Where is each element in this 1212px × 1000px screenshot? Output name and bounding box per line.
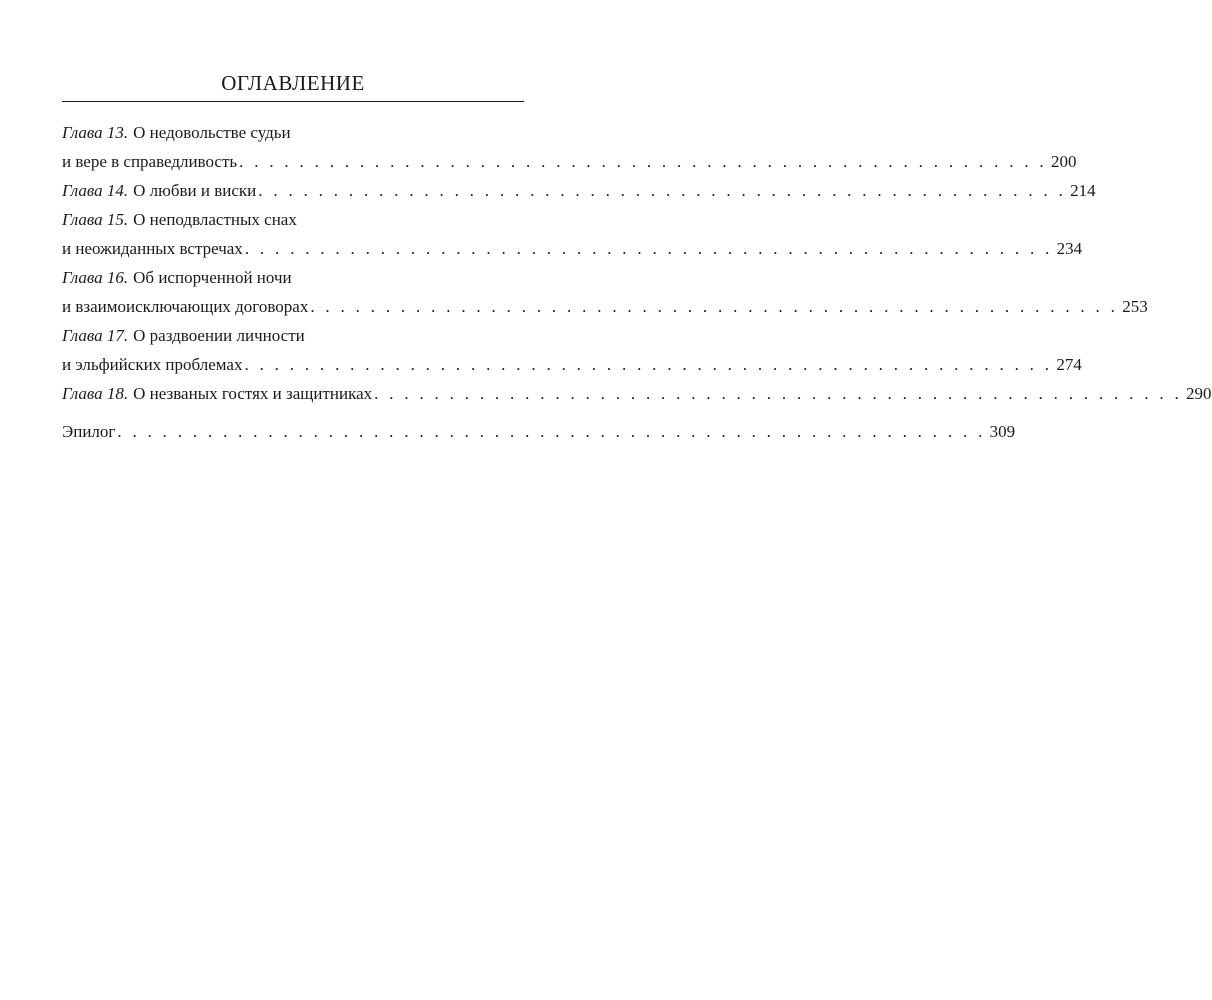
toc-entry-last-line [62,350,1082,379]
chapter-title-continued: и вере в справедливость [62,152,238,171]
chapter-title: О раздвоении личности [133,326,305,345]
toc-entry-first-line [62,263,524,292]
toc-entry-last-line [62,292,1148,321]
chapter-label: Глава 17. [62,326,129,345]
page-number: 200 [1050,152,1077,171]
toc-entry-first-line [62,205,524,234]
chapter-title: О незваных гостях и защитниках [133,384,373,403]
toc-entry-chapter-18[interactable] [62,379,1212,408]
toc-entry-last-line [62,234,1083,263]
chapter-label: Глава 18. [62,384,129,403]
toc-entry-last-line [62,147,1077,176]
page-number: 309 [989,422,1016,441]
toc-entry-first-line [62,321,524,350]
page-number: 290 [1186,384,1212,403]
chapter-title-continued: и взаимоисключающих договорах [62,297,309,316]
dot-leader: . . . . . . . . . . . . . . . . . . . . . . . . . . . . . . . . . . . . . . . . . . . . . . . . . . . . . . [258,181,1067,200]
toc-entry-chapter-16[interactable] [62,263,1148,321]
epilogue-title: Эпилог [62,422,116,441]
chapter-title: О любви и виски [133,181,257,200]
page-number: 234 [1056,239,1083,258]
toc-entry-last-line [62,379,1212,408]
page-number: 274 [1056,355,1082,374]
chapter-title: О неподвластных снах [133,210,297,229]
chapter-title: О недовольстве судьи [133,123,291,142]
page-title: ОГЛАВЛЕНИЕ [221,71,365,95]
toc-entry-chapter-14[interactable] [62,176,1096,205]
toc-entry-last-line [62,417,1016,446]
toc-entry-chapter-17[interactable] [62,321,1082,379]
toc-entry-chapter-13[interactable] [62,118,1077,176]
chapter-label: Глава 14. [62,181,129,200]
dot-leader: . . . . . . . . . . . . . . . . . . . . . . . . . . . . . . . . . . . . . . . . . . . . . . . . . . . . . . [374,384,1182,403]
toc-entry-epilogue[interactable] [62,417,1016,446]
dot-leader: . . . . . . . . . . . . . . . . . . . . . . . . . . . . . . . . . . . . . . . . . . . . . . . . . . . . . . [244,239,1053,258]
dot-leader: . . . . . . . . . . . . . . . . . . . . . . . . . . . . . . . . . . . . . . . . . . . . . . . . . . . . . . [310,297,1119,316]
toc-page [62,0,1212,446]
toc-entry-first-line [62,118,524,147]
toc-list [62,118,1212,446]
page-number: 253 [1122,297,1148,316]
chapter-label: Глава 16. [62,268,129,287]
dot-leader: . . . . . . . . . . . . . . . . . . . . . . . . . . . . . . . . . . . . . . . . . . . . . . . . . . . . . . . . . . [117,422,986,441]
chapter-title: Об испорченной ночи [133,268,292,287]
title-divider [62,101,524,102]
chapter-title-continued: и неожиданных встречах [62,239,243,258]
toc-entry-chapter-15[interactable] [62,205,1083,263]
dot-leader: . . . . . . . . . . . . . . . . . . . . . . . . . . . . . . . . . . . . . . . . . . . . . . . . . . . . . . [244,355,1053,374]
chapter-label: Глава 13. [62,123,129,142]
toc-entry-last-line [62,176,1096,205]
chapter-label: Глава 15. [62,210,129,229]
page-number: 214 [1070,181,1096,200]
chapter-title-continued: и эльфийских проблемах [62,355,243,374]
dot-leader: . . . . . . . . . . . . . . . . . . . . . . . . . . . . . . . . . . . . . . . . . . . . . . . . . . . . . . [239,152,1047,171]
